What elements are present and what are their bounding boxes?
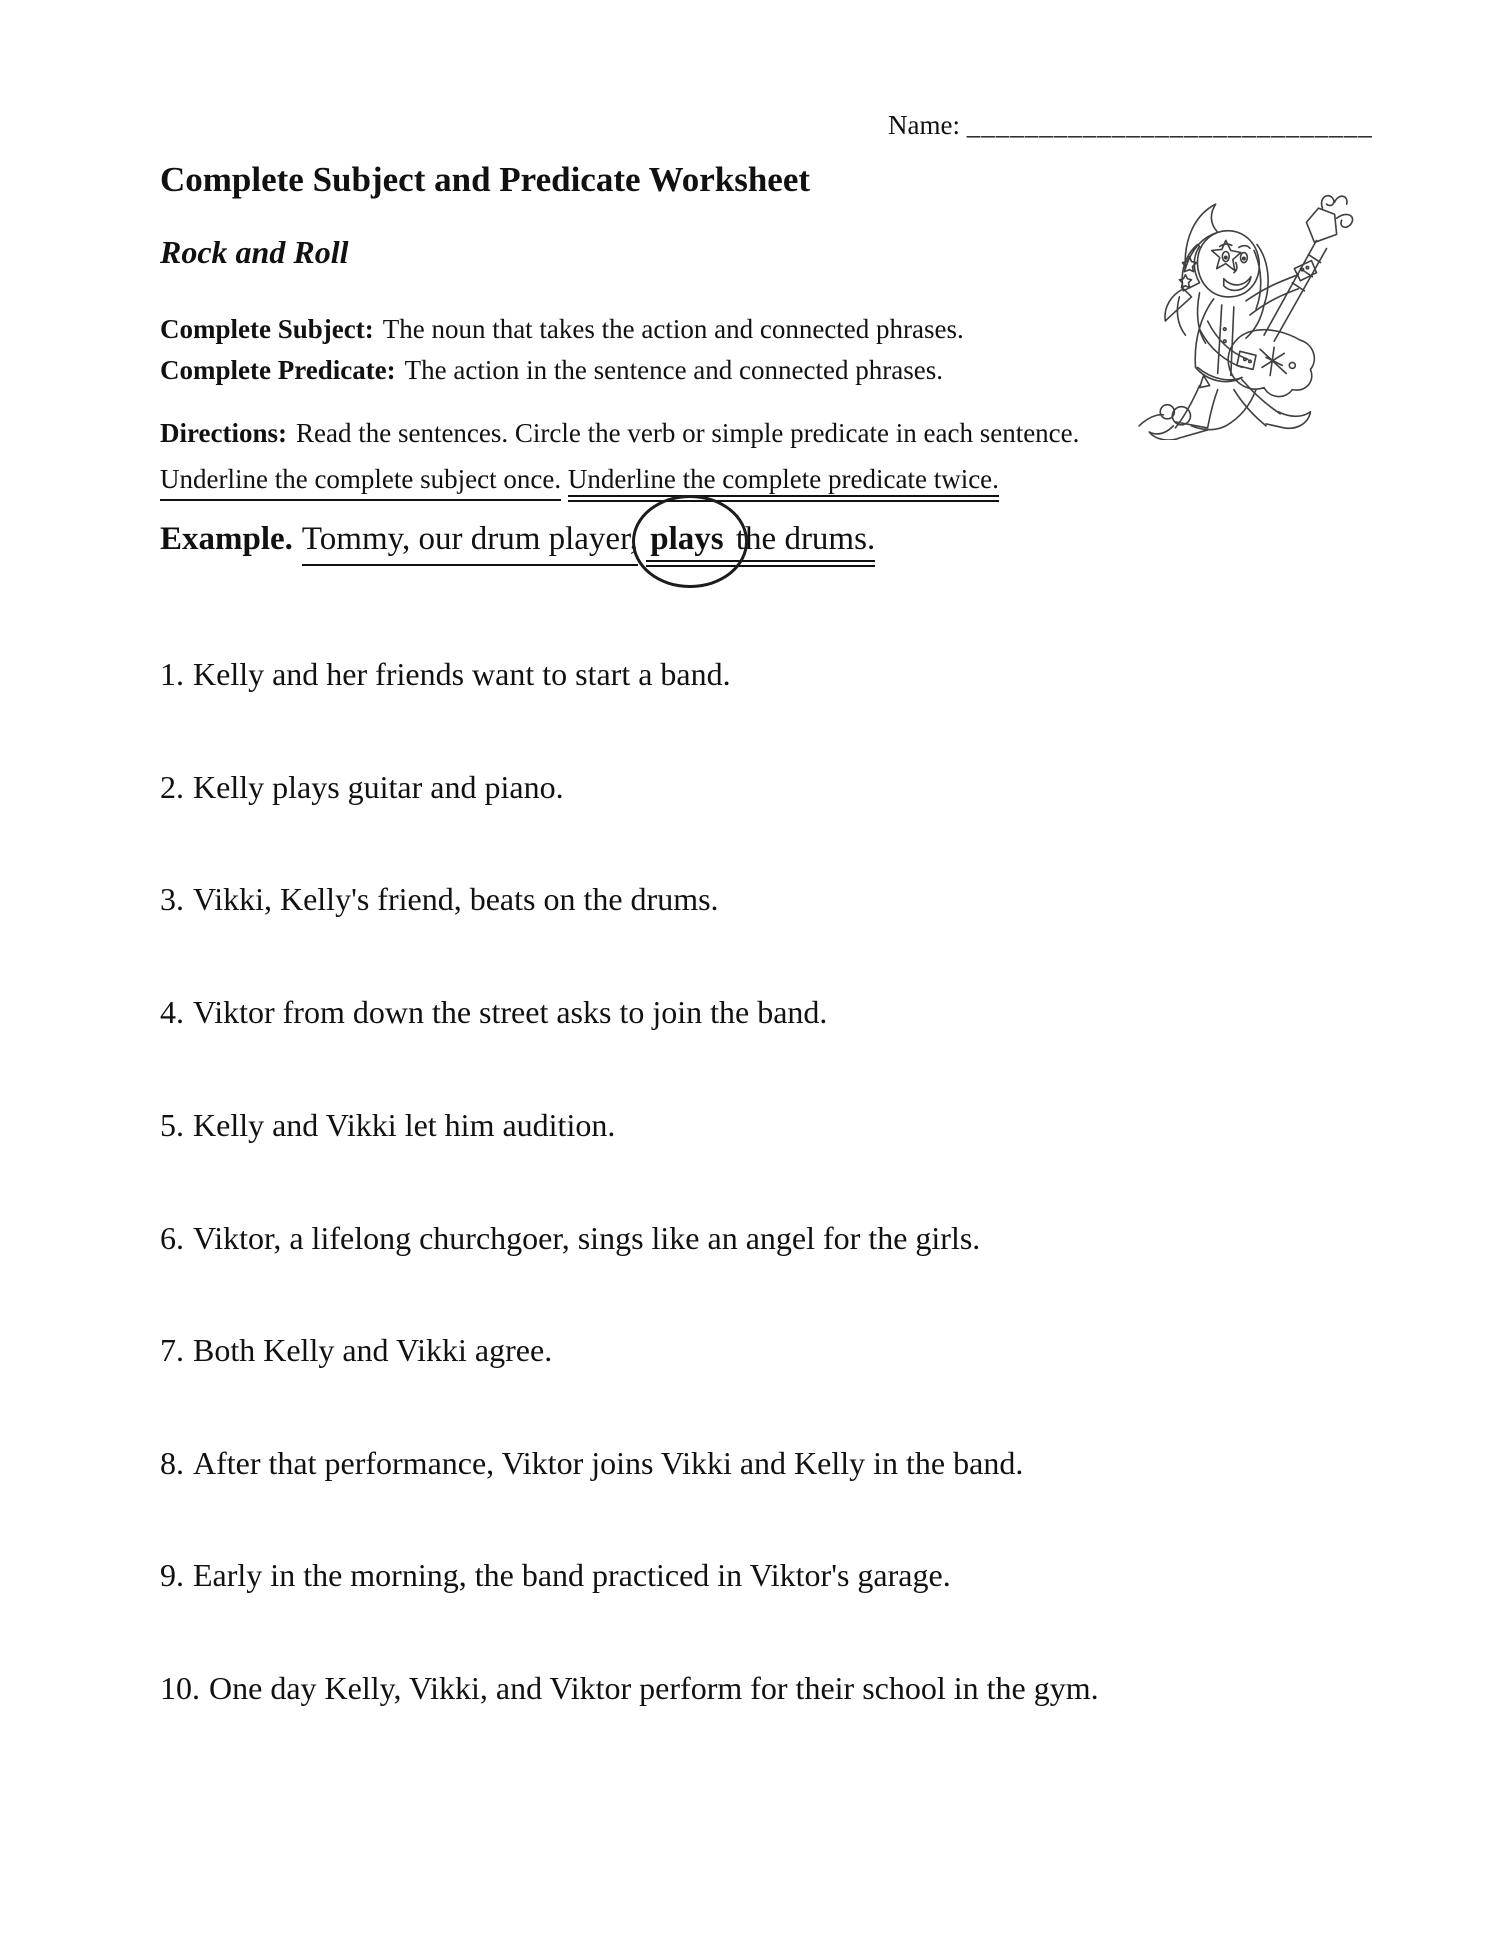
- page-title: Complete Subject and Predicate Worksheet: [160, 160, 811, 199]
- sentence-10-text: One day Kelly, Vikki, and Viktor perform for their school in the gym.: [209, 1670, 1099, 1706]
- name-blank-line: ____________________________: [966, 110, 1373, 140]
- name-row: [888, 110, 1373, 141]
- sentence-4: [160, 993, 827, 1031]
- sentence-9-text: Early in the morning, the band practiced in Viktor's garage.: [193, 1557, 951, 1593]
- definition-subject: [160, 309, 964, 350]
- sentence-8-number: 8.: [160, 1445, 184, 1481]
- directions-text: Read the sentences. Circle the verb or simple predicate in each sentence.: [295, 418, 1080, 448]
- sentence-4-text: Viktor from down the street asks to join the band.: [193, 994, 828, 1030]
- sentence-5-text: Kelly and Vikki let him audition.: [193, 1107, 616, 1143]
- sentence-2-number: 2.: [160, 769, 184, 805]
- sentence-7-text: Both Kelly and Vikki agree.: [193, 1332, 553, 1368]
- sentence-6-text: Viktor, a lifelong churchgoer, sings like an angel for the girls.: [193, 1220, 981, 1256]
- sentence-9-number: 9.: [160, 1557, 184, 1593]
- directions-label: Directions:: [160, 418, 287, 448]
- sentence-2: [160, 768, 564, 806]
- sentence-7: [160, 1331, 552, 1369]
- directions-block: [160, 410, 1079, 502]
- sentence-5: [160, 1106, 615, 1144]
- sentence-6: [160, 1219, 980, 1257]
- sentence-2-text: Kelly plays guitar and piano.: [193, 769, 564, 805]
- sentence-5-number: 5.: [160, 1107, 184, 1143]
- sentence-8-text: After that performance, Viktor joins Vikki and Kelly in the band.: [193, 1445, 1024, 1481]
- rock-guitarist-illustration: [1126, 188, 1384, 440]
- example-subject: Tommy, our drum player,: [302, 521, 638, 566]
- sentence-10-number: 10.: [160, 1670, 200, 1706]
- example-predicate-rest: the drums.: [735, 521, 876, 557]
- sentence-4-number: 4.: [160, 994, 184, 1030]
- name-label: Name:: [888, 110, 960, 140]
- definition-predicate-text: The action in the sentence and connected phrases.: [404, 355, 943, 385]
- directions-underline-twice: Underline the complete predicate twice.: [568, 464, 999, 502]
- example-verb-text: plays: [650, 521, 724, 557]
- example-predicate: [646, 521, 875, 567]
- sentence-3: [160, 880, 719, 918]
- example-line: [160, 521, 875, 558]
- page-subtitle: Rock and Roll: [160, 234, 349, 270]
- directions-underline-once: Underline the complete subject once.: [160, 464, 561, 501]
- sentence-8: [160, 1444, 1023, 1482]
- sentence-1-text: Kelly and her friends want to start a band.: [193, 656, 731, 692]
- definition-subject-term: Complete Subject:: [160, 314, 374, 344]
- definitions-block: [160, 309, 964, 391]
- sentence-7-number: 7.: [160, 1332, 184, 1368]
- definition-predicate-term: Complete Predicate:: [160, 355, 396, 385]
- guitarist-icon: [1126, 188, 1384, 440]
- sentence-9: [160, 1556, 951, 1594]
- directions-line2: [160, 456, 1079, 502]
- sentence-10: [160, 1669, 1099, 1707]
- directions-line1: [160, 410, 1079, 456]
- sentence-6-number: 6.: [160, 1220, 184, 1256]
- definition-subject-text: The noun that takes the action and connected phrases.: [382, 314, 964, 344]
- sentence-1: [160, 655, 731, 693]
- sentence-3-text: Vikki, Kelly's friend, beats on the drums.: [193, 881, 719, 917]
- example-label: Example.: [160, 521, 293, 557]
- sentence-3-number: 3.: [160, 881, 184, 917]
- definition-predicate: [160, 350, 964, 391]
- example-verb-circled: [646, 521, 727, 558]
- sentence-1-number: 1.: [160, 656, 184, 692]
